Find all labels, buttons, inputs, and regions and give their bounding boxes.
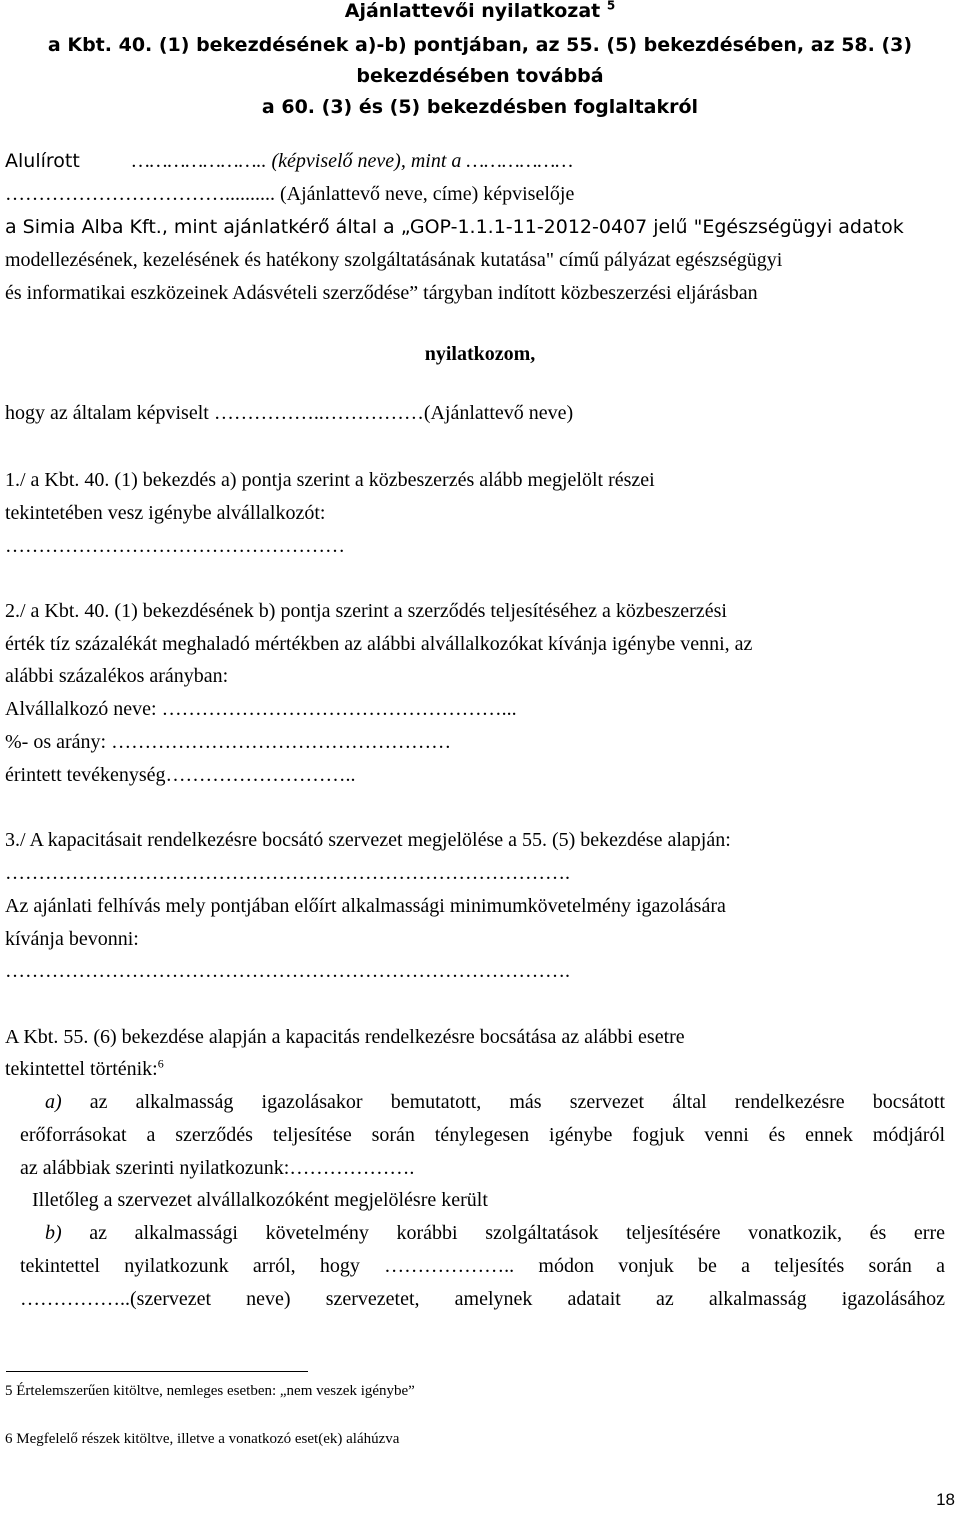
alternative-line: Illetőleg a szervezet alvállalkozóként megjelölésre került	[32, 1189, 488, 1211]
footnote-ref-6: 6	[157, 1056, 164, 1071]
section-3-fill-line: ………………………………………………………………………….	[5, 862, 570, 884]
section-2-line-3: alábbi százalékos arányban:	[5, 665, 229, 687]
option-b-line-1: b) az alkalmassági követelmény korábbi szolgáltatások teljesítésére vonatkozik, és erre	[45, 1222, 946, 1244]
section-3-line-4: kívánja bevonni:	[5, 928, 139, 950]
section-1-line-2: tekintetében vesz igénybe alvállalkozót:	[5, 502, 326, 524]
section-1-fill-line: ……………………………………………	[5, 535, 345, 557]
document-title: Ajánlattevői nyilatkozat $^5$	[344, 0, 616, 22]
affected-activity-field: érintett tevékenység………………………..	[5, 764, 356, 786]
intro-line-3: a Simia Alba Kft., mint ajánlatkérő által a „GOP-1.1.1-11-2012-0407 jelű "Egészségügyi adatok	[5, 216, 904, 238]
option-b-line-2: tekintettel nyilatkozunk arról, hogy ……………….. módon vonjuk be a teljesítés során a	[20, 1255, 945, 1277]
represented-bidder-line: hogy az általam képviselt ……………..……………(Ajánlattevő neve)	[5, 402, 574, 424]
section-2-line-2: érték tíz százalékát meghaladó mértékben az alábbi alvállalkozókat kívánja igénybe venni, az	[5, 633, 753, 655]
footnote-separator	[6, 1371, 308, 1372]
intro-line-5: és informatikai eszközeinek Adásvételi szerződése” tárgyban indított közbeszerzési eljárásban	[5, 282, 758, 304]
intro-line-4: modellezésének, kezelésének és hatékony szolgáltatásának kutatása" című pályázat egészségügyi	[5, 249, 783, 271]
intro-representative-placeholder: ………………….. (képviselő neve), mint a ………………	[132, 150, 574, 172]
heading-line-2: a Kbt. 40. (1) bekezdésének a)-b) pontjában, az 55. (5) bekezdésében, az 58. (3)	[47, 34, 913, 56]
heading-line-4: a 60. (3) és (5) bekezdésben foglaltakról	[261, 96, 699, 118]
intro-undersigned-label: Alulírott	[5, 150, 80, 172]
heading-line-3: bekezdésében továbbá	[356, 65, 604, 87]
option-a-line-1: a) az alkalmasság igazolásakor bemutatott, más szervezet által rendelkezésre bocsátott	[45, 1091, 945, 1113]
option-a-line-2: erőforrásokat a szerződés teljesítése során ténylegesen igénybe fogjuk venni és ennek módjáról	[20, 1124, 945, 1146]
option-a-line-3: az alábbiak szerinti nyilatkozunk:……………….	[20, 1157, 415, 1179]
option-b-line-3: ……………..(szervezet neve) szervezetet, amelynek adatait az alkalmasság igazolásához	[20, 1288, 945, 1310]
page-number: 18	[936, 1490, 955, 1509]
section-2-line-1: 2./ a Kbt. 40. (1) bekezdésének b) pontja szerint a szerződés teljesítéséhez a közbeszerzési	[5, 600, 727, 622]
section-3-line-3: Az ajánlati felhívás mely pontjában előírt alkalmassági minimumkövetelmény igazolására	[5, 895, 726, 917]
declaration-word: nyilatkozom,	[424, 343, 536, 365]
footnote-6: 6 Megfelelő részek kitöltve, illetve a vonatkozó eset(ek) aláhúzva	[5, 1431, 400, 1447]
option-a-label: a)	[45, 1091, 62, 1113]
section-4-line-1: A Kbt. 55. (6) bekezdése alapján a kapacitás rendelkezésre bocsátása az alábbi esetre	[5, 1026, 685, 1048]
section-3-line-1: 3./ A kapacitásait rendelkezésre bocsátó szervezet megjelölése a 55. (5) bekezdése alapján:	[5, 829, 731, 851]
percentage-field: %- os arány: ……………………………………………	[5, 731, 452, 753]
intro-bidder-placeholder: …………………………….......... (Ajánlattevő neve, címe) képviselője	[5, 183, 575, 205]
subcontractor-name-field: Alvállalkozó neve: ……………………………………………...	[5, 698, 517, 720]
section-1-line-1: 1./ a Kbt. 40. (1) bekezdés a) pontja szerint a közbeszerzés alább megjelölt részei	[5, 469, 655, 491]
option-b-label: b)	[45, 1222, 62, 1244]
section-3-fill-line-2: ………………………………………………………………………….	[5, 960, 570, 982]
footnote-5: 5 Értelemszerűen kitöltve, nemleges esetben: „nem veszek igénybe”	[5, 1383, 415, 1399]
section-4-line-2: tekintettel történik:$^6$	[5, 1056, 164, 1080]
footnote-ref-5: 5	[606, 0, 616, 13]
